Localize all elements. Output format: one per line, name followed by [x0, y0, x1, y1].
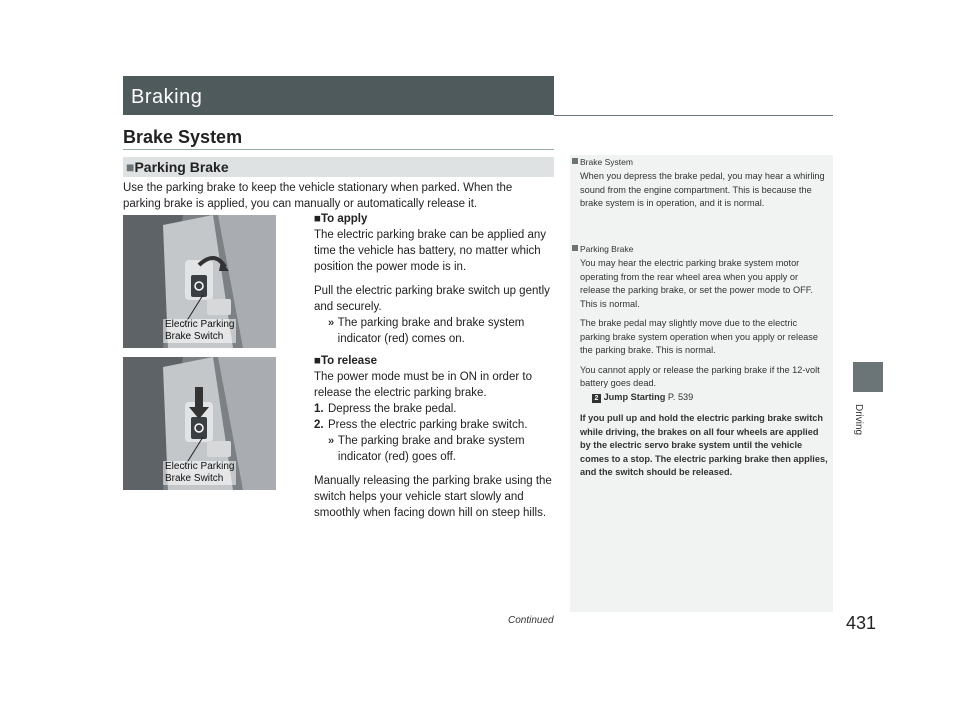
image-label-line1: Electric Parking: [165, 319, 235, 330]
step-2-text: Press the electric parking brake switch.: [328, 419, 528, 431]
chapter-rule: [554, 115, 833, 116]
subsection-marker: ■: [126, 159, 135, 175]
reference-label: Jump Starting: [603, 391, 666, 402]
note-parking-brake-p2: The brake pedal may slightly move due to the electric parking brake system operation when you apply or release the parking brake. This is normal.: [580, 318, 818, 355]
note-parking-brake-head: [572, 244, 830, 254]
release-paragraph-2: Manually releasing the parking brake using the switch helps your vehicle start slowly and smoothly when facing down hill on steep hills.: [314, 475, 552, 519]
apply-heading: ■To apply: [314, 213, 368, 225]
page-number: 431: [846, 613, 877, 633]
note-parking-brake-p3: You cannot apply or release the parking brake if the 12-volt battery goes dead.: [580, 364, 820, 388]
section-rule: [123, 149, 554, 150]
note-brake-system-title: Brake System: [580, 157, 633, 167]
apply-paragraph-2: Pull the electric parking brake switch up gently and securely.: [314, 285, 550, 313]
side-chapter-tab: [853, 362, 883, 392]
release-block: [314, 353, 556, 521]
result-arrow-icon: »: [328, 317, 335, 329]
reference-page: P. 539: [667, 391, 694, 402]
note-parking-brake: [572, 244, 830, 480]
subsection-title-text: Parking Brake: [134, 159, 229, 175]
intro-paragraph: Use the parking brake to keep the vehicle stationary when parked. When the parking brake is applied, you can manually or automatically release it.: [123, 182, 513, 210]
note-parking-brake-p1: You may hear the electric parking brake system motor operating from the rear wheel area when you apply or release the parking brake, or set the power mode to OFF. This is normal.: [580, 258, 813, 309]
note-brake-system-head: [572, 157, 830, 167]
note-marker-icon: [572, 245, 578, 251]
parking-brake-apply-image: [123, 215, 276, 348]
image-label-release: [163, 461, 236, 485]
image-label-apply: [163, 319, 236, 343]
note-marker-icon: [572, 158, 578, 164]
image-label-line2: Brake Switch: [165, 331, 224, 342]
step-2-number: 2.: [314, 419, 324, 431]
continued-label: Continued: [508, 615, 554, 626]
image-label-line1: Electric Parking: [165, 461, 235, 472]
release-paragraph-1: The power mode must be in ON in order to release the electric parking brake.: [314, 371, 532, 399]
release-result: The parking brake and brake system indicator (red) goes off.: [337, 435, 525, 463]
chapter-title: Braking: [131, 86, 203, 108]
reference-icon: 2: [592, 394, 601, 403]
side-tab-label: Driving: [853, 404, 864, 436]
result-arrow-icon: »: [328, 435, 335, 447]
note-brake-system-text: When you depress the brake pedal, you may hear a whirling sound from the engine compartment. This is because the brake system is in operation, and it is normal.: [580, 171, 825, 208]
apply-result: The parking brake and brake system indicator (red) comes on.: [337, 317, 525, 345]
jump-starting-reference[interactable]: [580, 391, 828, 405]
step-1-number: 1.: [314, 403, 324, 415]
release-heading: ■To release: [314, 355, 377, 367]
section-title: Brake System: [123, 127, 243, 147]
subsection-title: [126, 159, 229, 175]
note-parking-brake-title: Parking Brake: [580, 244, 634, 254]
apply-block: [314, 211, 556, 347]
parking-brake-release-image: [123, 357, 276, 490]
apply-paragraph-1: The electric parking brake can be applied any time the vehicle has battery, no matter which position the power mode is in.: [314, 229, 547, 273]
note-parking-brake-p4: If you pull up and hold the electric parking brake switch while driving, the brakes on all four wheels are applied by the electric servo brake system until the vehicle comes to a stop. The electric parking brake then applies, and the switch should be released.: [580, 413, 828, 477]
step-1-text: Depress the brake pedal.: [328, 403, 457, 415]
image-label-line2: Brake Switch: [165, 473, 224, 484]
note-brake-system: [572, 157, 830, 211]
